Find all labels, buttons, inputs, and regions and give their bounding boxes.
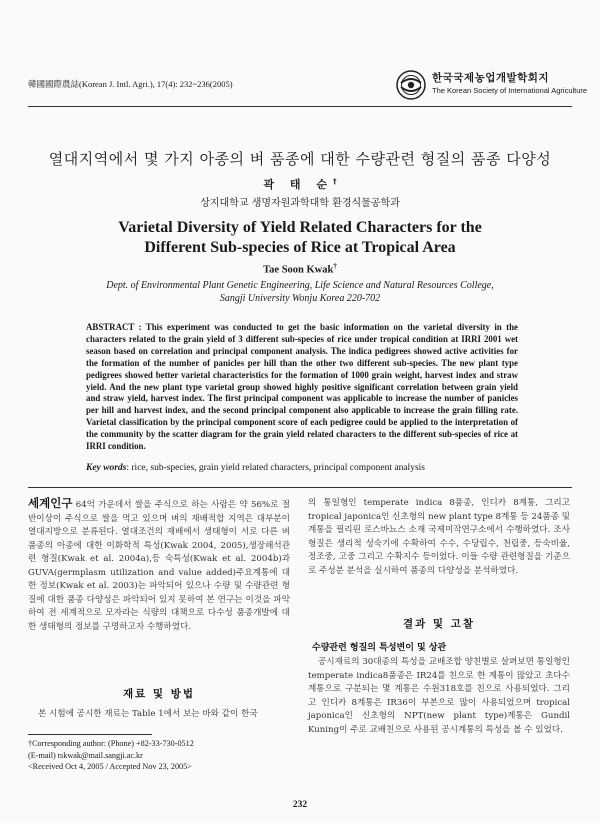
journal-reference: 韓國國際農誌(Korean J. Intl. Agri.), 17(4): 232~236(2005) xyxy=(28,79,233,89)
header-divider xyxy=(28,106,572,107)
body-divider xyxy=(28,487,572,488)
keywords-text: : rice, sub-species, grain yield related characters, principal component analysis xyxy=(126,463,425,473)
abstract-text: This experiment was conducted to get the basic information on the varietal diversity in the characters related to the grain yield of 3 different sub-species of rice under tropical condition at IRRI 2001 wet season based on correlation and principal component analysis. The indica pedigrees showed active activities for the formation of the number of panicles per hill than the other two different sub-species. The new plant type pedigrees showed better varietal characteristics for the formation of 1000 grain weight, harvest index and straw yield. And the new plant type varietal group showed highly positive significant correlation between grain yield and straw yield, harvest index. The first principal component was applicable to increase the number of panicles per hill and harvest index, and the second principal component also applicable to increase the grain filling rate. Varietal classification by the principal component score of each pedigree could be applied to the interpretation of the community by the scatter diagram for the grain yield related characters to the different sub-species of rice at IRRI condition. xyxy=(86,322,518,452)
footnote-corresponding: †Corresponding author: (Phone) +82-33-730-0512 xyxy=(28,739,194,748)
english-affiliation-line1: Dept. of Environmental Plant Genetic Engineering, Life Science and Natural Resources College, xyxy=(106,280,494,291)
english-title xyxy=(0,218,600,258)
society-name-korean: 한국국제농업개발학회지 xyxy=(432,72,550,84)
footnote-divider xyxy=(28,734,152,735)
abstract xyxy=(86,322,518,453)
introduction-text: 64억 가운데서 쌀을 주식으로 하는 사람은 약 56%로 절반이상이 주식으로 쌀을 먹고 있으며 벼의 재배적합 지역은 대부분이 열대지방으로 분류된다. 열대조건의 재배에서 생태형이 서로 다른 벼 품종의 아종에 대한 이화학적 특성(Kwak 2004, 2005),생장해석관련 형질(Kwak et al. 2004a),등 숙특성(Kwak et al. 2004b)과 GUVA(germplasm utilization and value added)주요계통에 대한 정보(Kwak et al. 2003)는 파악되어 있으나 수량 및 수량관련 형질에 대한 품종 다양성은 파악되어 있지 못하여 본 연구는 이것을 파악하여 전 세계적으로 모자라는 식량의 대책으로 다수성 품종개발에 대한 생태형의 정보를 구명하고자 수행하였다. xyxy=(28,500,290,632)
keywords-label: Key words xyxy=(86,463,127,473)
methods-text: 본 시험에 공시한 재료는 Table 1에서 보는 바와 같이 한국 xyxy=(38,709,258,719)
korean-author-mark: † xyxy=(333,177,337,186)
abstract-label: ABSTRACT : xyxy=(86,322,142,332)
footnote-email: (E-mail) tskwak@mail.sangji.ac.kr xyxy=(28,750,143,760)
page-number: 232 xyxy=(292,800,308,810)
introduction-lead-word: 세계인구 xyxy=(28,496,73,510)
results-subsection-heading: 수량관련 형질의 특성변이 및 상관 xyxy=(312,643,447,653)
english-affiliation xyxy=(0,279,600,305)
materials-paragraph: 의 통일형인 temperate indica 8품종, 인디카 8계통, 그리고 tropical japonica인 신초형의 new plant type 8계통 등 24품종 및 계통을 필리핀 로스바뇨스 소재 국제미작연구소에서 수행하였다. 조사형질은 생리적 성숙기에 수확하여 수수, 수당립수, 천립중, 등숙비율, 정조중, 고중 그리고 수확지수 등이었다. 이들 수량 관련형질을 기준으로 주성분 분석을 실시하여 품종의 다양성을 분석하였다. xyxy=(308,498,570,576)
results-heading: 결과 및 고찰 xyxy=(402,618,476,630)
results-paragraph xyxy=(308,656,570,737)
korean-title: 열대지역에서 몇 가지 아종의 벼 품종에 대한 수량관련 형질의 품종 다양성 xyxy=(48,150,552,168)
footnote-received: <Received Oct 4, 2005 / Accepted Nov 23, 2005> xyxy=(28,762,192,771)
society-emblem-icon xyxy=(396,70,426,100)
society-name xyxy=(432,70,592,95)
society-name-english: The Korean Society of International Agriculture xyxy=(432,86,588,95)
english-affiliation-line2: Sangji University Wonju Korea 220-702 xyxy=(219,293,381,304)
results-text: 공시재료의 30대종의 특성을 교배조합 양친별로 살펴보면 통일형인 temperate indica8품종은 IR24를 친으로 한 계통이 많았고 초다수 계통으로 구분되는 몇 계통은 수원318호를 친으로 사용되었다. 그리고 인디카 8계통은 IR36이 부본으로 많이 사용되었으며 tropical japonica인 신초형의 NPT(new plant type)계통은 Gundil Kuning이 주로 교배친으로 사용된 공시계통의 특성을 볼 수 있었다. xyxy=(308,657,570,735)
english-author-mark: † xyxy=(333,262,337,270)
introduction-paragraph xyxy=(28,497,290,634)
english-title-line1: Varietal Diversity of Yield Related Characters for the xyxy=(118,219,482,236)
footnote xyxy=(28,738,290,773)
korean-affiliation: 상지대학교 생명자원과학대학 환경식물공학과 xyxy=(200,198,400,209)
keywords xyxy=(86,463,518,473)
english-author-name: Tae Soon Kwak xyxy=(263,264,334,276)
korean-author xyxy=(0,176,600,192)
methods-heading: 재료 및 방법 xyxy=(122,688,196,700)
korean-author-name: 곽 태 순 xyxy=(263,178,334,191)
methods-paragraph xyxy=(28,708,290,722)
english-author xyxy=(0,262,600,276)
english-title-line2: Different Sub-species of Rice at Tropical Area xyxy=(144,239,456,256)
